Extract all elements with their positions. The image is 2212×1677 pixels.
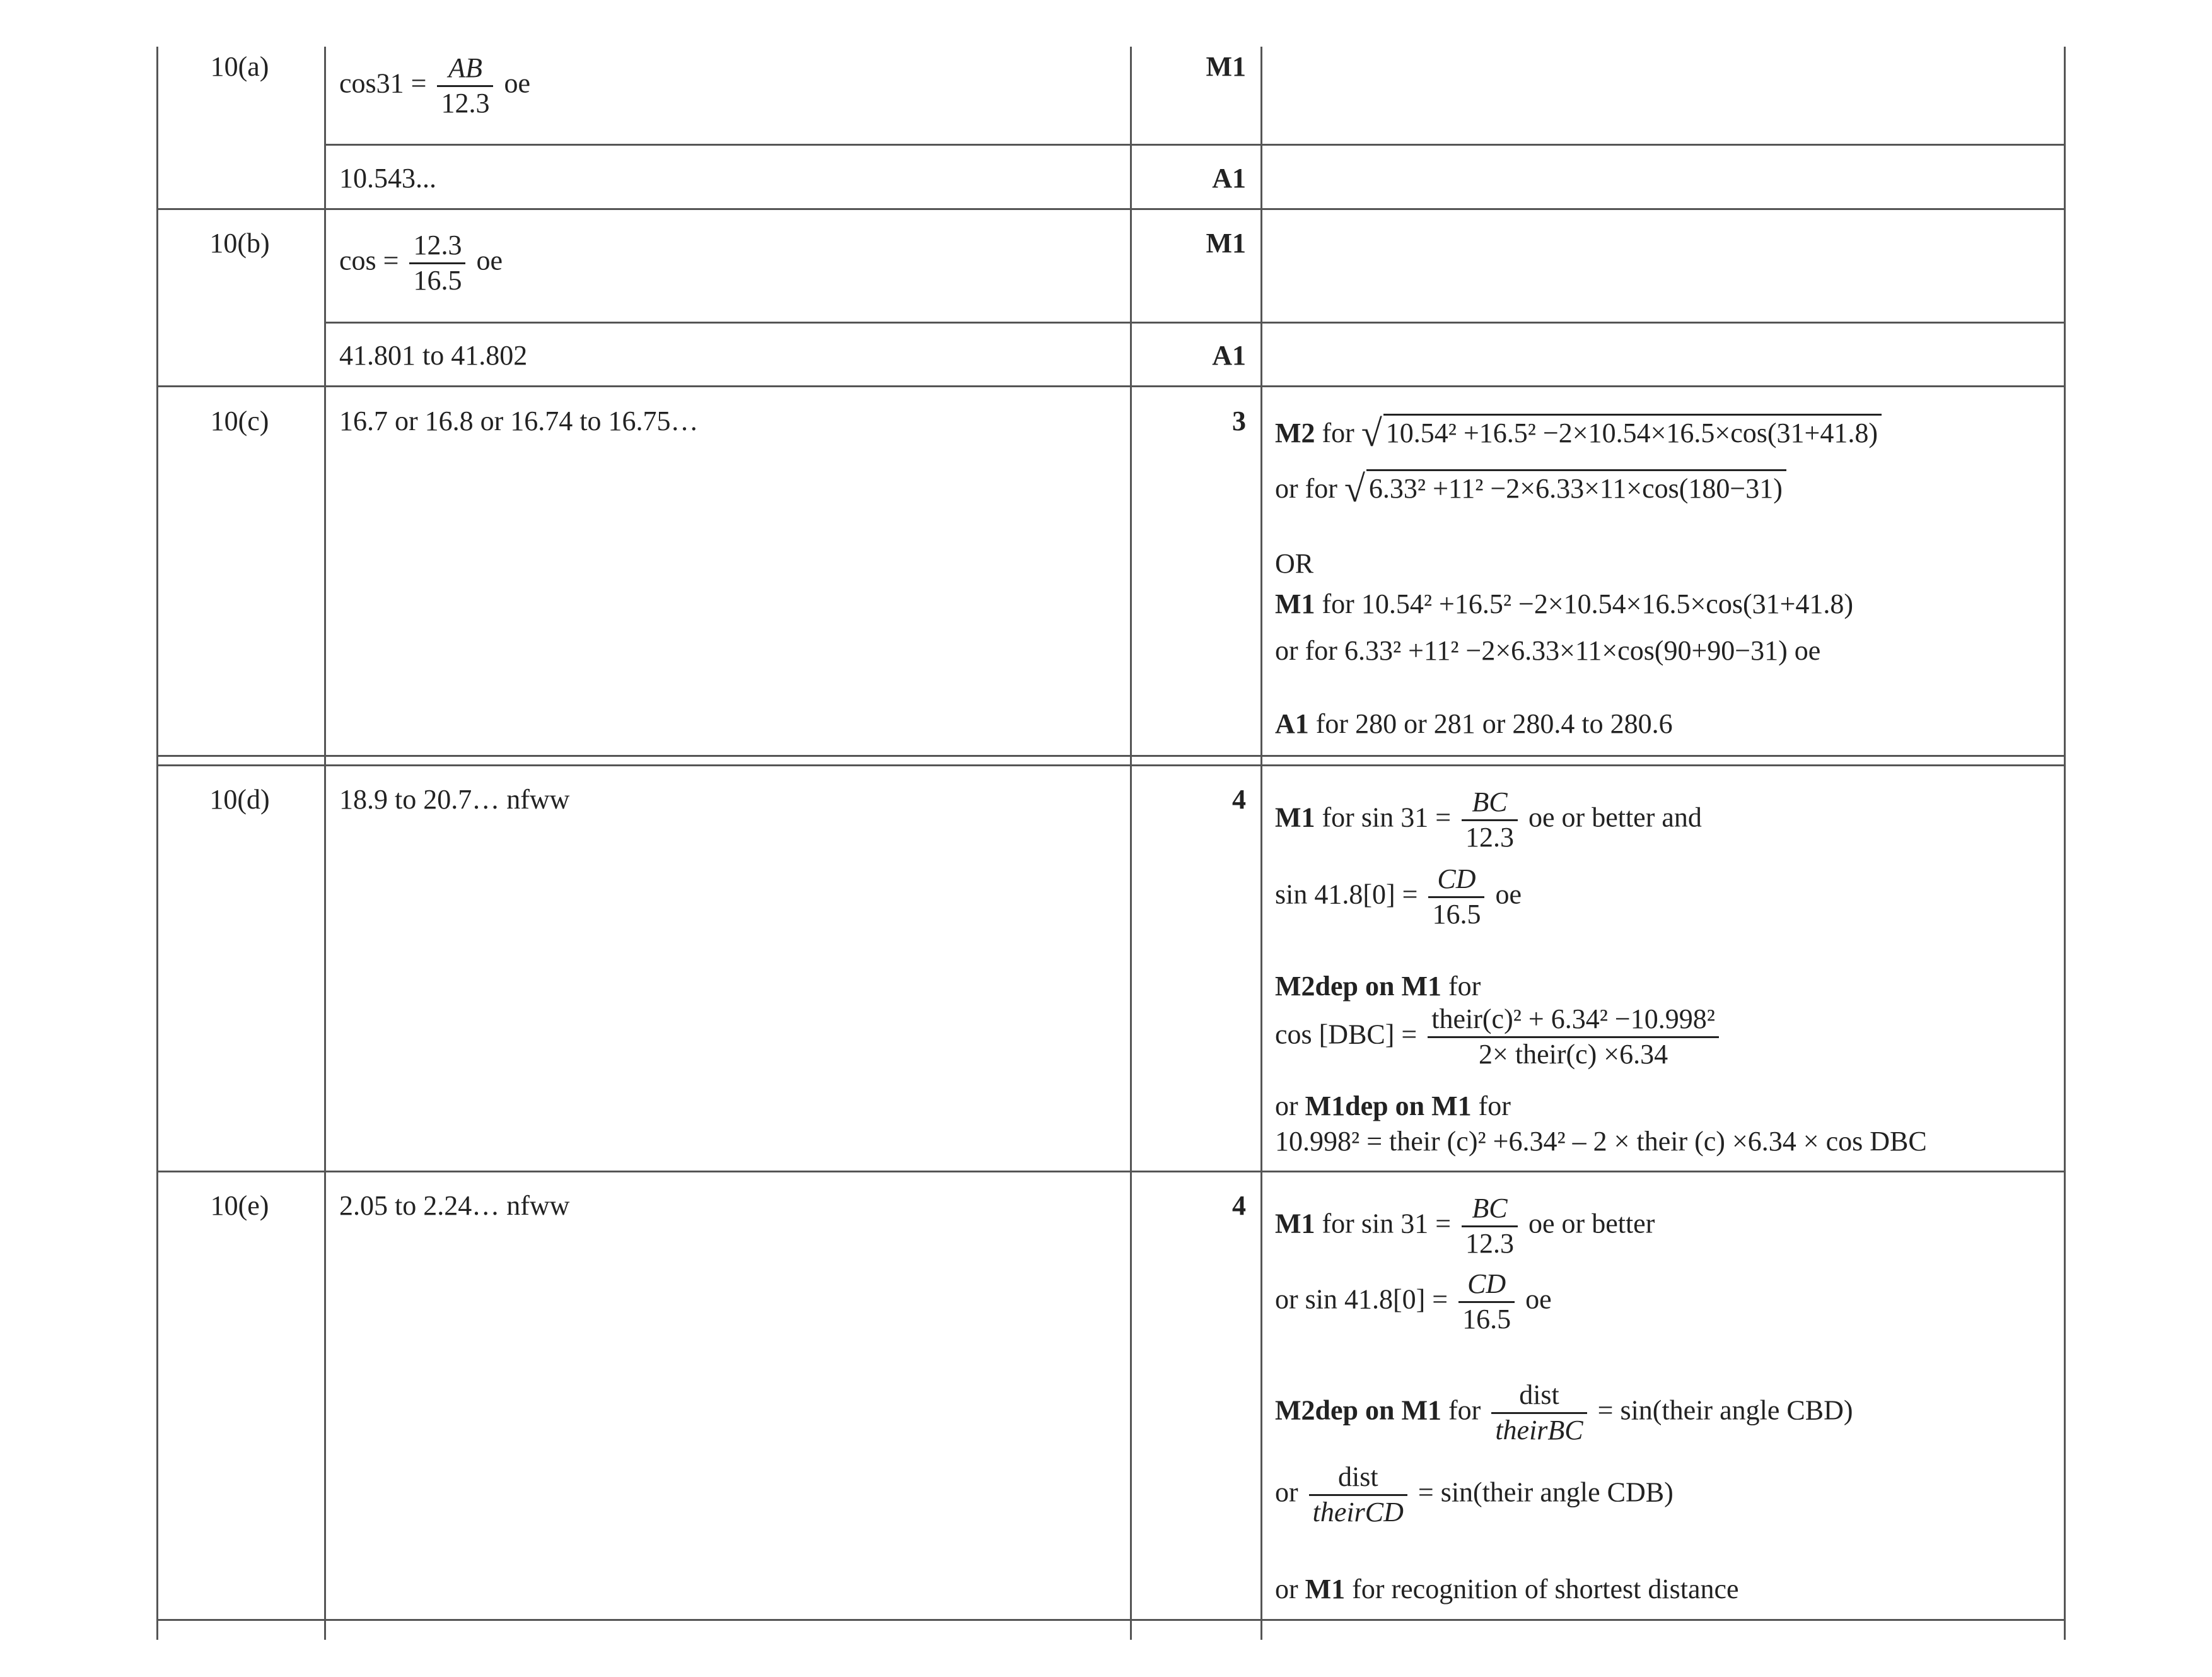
answer-cell: 41.801 to 41.802 [339, 340, 528, 371]
guidance-text: or [1275, 1476, 1298, 1508]
guidance-text: for [1322, 418, 1354, 448]
answer-cell: 10.543... [339, 163, 436, 194]
fraction [1428, 863, 1484, 932]
expression: = sin(their angle CDB) [1417, 1476, 1674, 1508]
radicand: 10.54² +16.5² −2×10.54×16.5×cos(31+41.8) [1383, 414, 1882, 450]
fraction-numerator: CD [1428, 863, 1484, 898]
mark-cell: 4 [1232, 1190, 1246, 1221]
question-number: 10(b) [209, 228, 270, 259]
row-divider [324, 144, 2066, 146]
guidance-text: for [1448, 1394, 1481, 1426]
guidance-line [1275, 1379, 1853, 1447]
guidance-line [1275, 410, 1882, 457]
column-divider-1 [324, 47, 326, 1640]
mark-code: M1 [1275, 588, 1315, 619]
mark-code: M2dep on M1 [1275, 971, 1441, 1002]
fraction-numerator: dist [1491, 1379, 1586, 1414]
fraction-numerator: their(c)² + 6.34² −10.998² [1428, 1003, 1719, 1038]
fraction-numerator: AB [437, 52, 493, 87]
fraction-numerator: dist [1309, 1461, 1407, 1496]
guidance-text: oe or better [1528, 1208, 1655, 1239]
fraction-denominator: 16.5 [413, 264, 462, 296]
guidance-line [1275, 786, 1702, 855]
fraction [437, 52, 493, 120]
expression: = sin(their angle CBD) [1597, 1394, 1853, 1426]
mark-cell: M1 [1206, 51, 1246, 82]
row-divider [156, 208, 2066, 210]
fraction [1462, 1192, 1518, 1261]
question-number: 10(a) [210, 51, 269, 82]
answer-text: oe [504, 67, 530, 99]
mark-code: M2 [1275, 418, 1315, 448]
guidance-text: or for [1275, 635, 1337, 666]
expression: 10.54² +16.5² −2×10.54×16.5×cos(31+41.8) [1361, 588, 1854, 619]
radicand: 6.33² +11² −2×6.33×11×cos(180−31) [1366, 469, 1786, 506]
sqrt-sign: √ [1361, 412, 1382, 454]
guidance-line [1275, 1003, 1723, 1072]
guidance-line [1275, 706, 1673, 741]
fraction-numerator: 12.3 [409, 229, 465, 264]
mark-code: M1dep on M1 [1305, 1090, 1472, 1121]
guidance-line [1275, 1461, 1674, 1529]
fraction-denominator: 12.3 [1465, 1227, 1515, 1259]
guidance-line [1275, 633, 1820, 668]
fraction-denominator: 12.3 [441, 87, 490, 119]
fraction-denominator: 16.5 [1462, 1303, 1511, 1335]
guidance-text: or [1275, 1574, 1298, 1604]
guidance-text: for 280 or 281 or 280.4 to 280.6 [1315, 708, 1673, 739]
fraction-numerator: BC [1462, 1192, 1518, 1227]
fraction [1309, 1461, 1407, 1529]
mark-code: M1 [1275, 802, 1315, 833]
row-divider [156, 764, 2066, 766]
fraction [1491, 1379, 1586, 1447]
guidance-line [1275, 1089, 1511, 1123]
row-divider [156, 1619, 2066, 1621]
expression: 6.33² +11² −2×6.33×11×cos(90+90−31) [1344, 635, 1788, 666]
answer-text: oe [476, 245, 503, 276]
fraction [1462, 786, 1518, 855]
mark-cell: 4 [1232, 784, 1246, 815]
fraction-numerator: CD [1458, 1268, 1515, 1303]
mark-cell: A1 [1212, 163, 1246, 194]
answer-cell [339, 52, 530, 120]
guidance-line [1275, 1572, 1739, 1606]
fraction-denominator: 2× their(c) ×6.34 [1479, 1038, 1668, 1070]
guidance-text: oe [1495, 879, 1522, 910]
fraction [1428, 1003, 1719, 1072]
mark-cell: 3 [1232, 406, 1246, 436]
mark-cell: A1 [1212, 340, 1246, 371]
guidance-line: 10.998² = their (c)² +6.34² – 2 × their (c) ×6.34 × cos DBC [1275, 1126, 1927, 1157]
row-divider [156, 385, 2066, 387]
fraction-denominator: theirBC [1495, 1414, 1583, 1446]
answer-cell: 16.7 or 16.8 or 16.74 to 16.75… [339, 406, 699, 436]
guidance-text: for recognition of shortest distance [1352, 1574, 1739, 1604]
guidance-text: or [1275, 1090, 1298, 1121]
guidance-line [1275, 587, 1853, 621]
guidance-text: for [1322, 802, 1354, 833]
sqrt-sign: √ [1344, 468, 1365, 510]
guidance-text: oe [1794, 635, 1821, 666]
mark-code: M1 [1305, 1574, 1346, 1604]
answer-cell [339, 229, 503, 298]
guidance-line [1275, 863, 1522, 932]
guidance-text: oe [1525, 1283, 1552, 1315]
guidance-line: OR [1275, 548, 1314, 579]
answer-cell: 18.9 to 20.7… nfww [339, 784, 570, 815]
guidance-line [1275, 969, 1481, 1003]
question-number: 10(c) [210, 406, 269, 436]
guidance-line [1275, 1192, 1655, 1261]
fraction-numerator: BC [1462, 786, 1518, 821]
fraction-denominator: theirCD [1312, 1496, 1404, 1528]
question-number: 10(e) [210, 1190, 269, 1221]
column-divider-2 [1130, 47, 1132, 1640]
guidance-text: oe or better and [1528, 802, 1702, 833]
guidance-text: for [1448, 971, 1481, 1002]
column-divider-3 [1260, 47, 1262, 1640]
mark-cell: M1 [1206, 228, 1246, 259]
fraction [1458, 1268, 1515, 1336]
guidance-text: sin 31 = [1361, 802, 1452, 833]
mark-code: M2dep on M1 [1275, 1394, 1441, 1426]
guidance-text: for [1478, 1090, 1511, 1121]
guidance-text: sin 31 = [1361, 1208, 1452, 1239]
guidance-text: for [1322, 588, 1354, 619]
guidance-line [1275, 465, 1786, 513]
row-divider [324, 322, 2066, 324]
guidance-text: sin 41.8[0] = [1275, 879, 1418, 910]
fraction-denominator: 12.3 [1465, 821, 1515, 853]
guidance-text: or sin 41.8[0] = [1275, 1283, 1448, 1315]
mark-code: M1 [1275, 1208, 1315, 1239]
answer-text: cos = [339, 245, 399, 276]
row-divider [156, 1171, 2066, 1172]
answer-cell: 2.05 to 2.24… nfww [339, 1190, 570, 1221]
fraction-denominator: 16.5 [1432, 898, 1481, 930]
answer-text: cos31 = [339, 67, 427, 99]
row-divider [156, 755, 2066, 757]
question-number: 10(d) [209, 784, 270, 815]
guidance-line [1275, 1268, 1552, 1336]
guidance-text: cos [DBC] = [1275, 1019, 1417, 1050]
fraction [409, 229, 465, 298]
table-border-right [2064, 47, 2066, 1640]
mark-code: A1 [1275, 708, 1309, 739]
guidance-text: for [1322, 1208, 1354, 1239]
guidance-text: or for [1275, 473, 1337, 504]
table-border-left [156, 47, 158, 1640]
